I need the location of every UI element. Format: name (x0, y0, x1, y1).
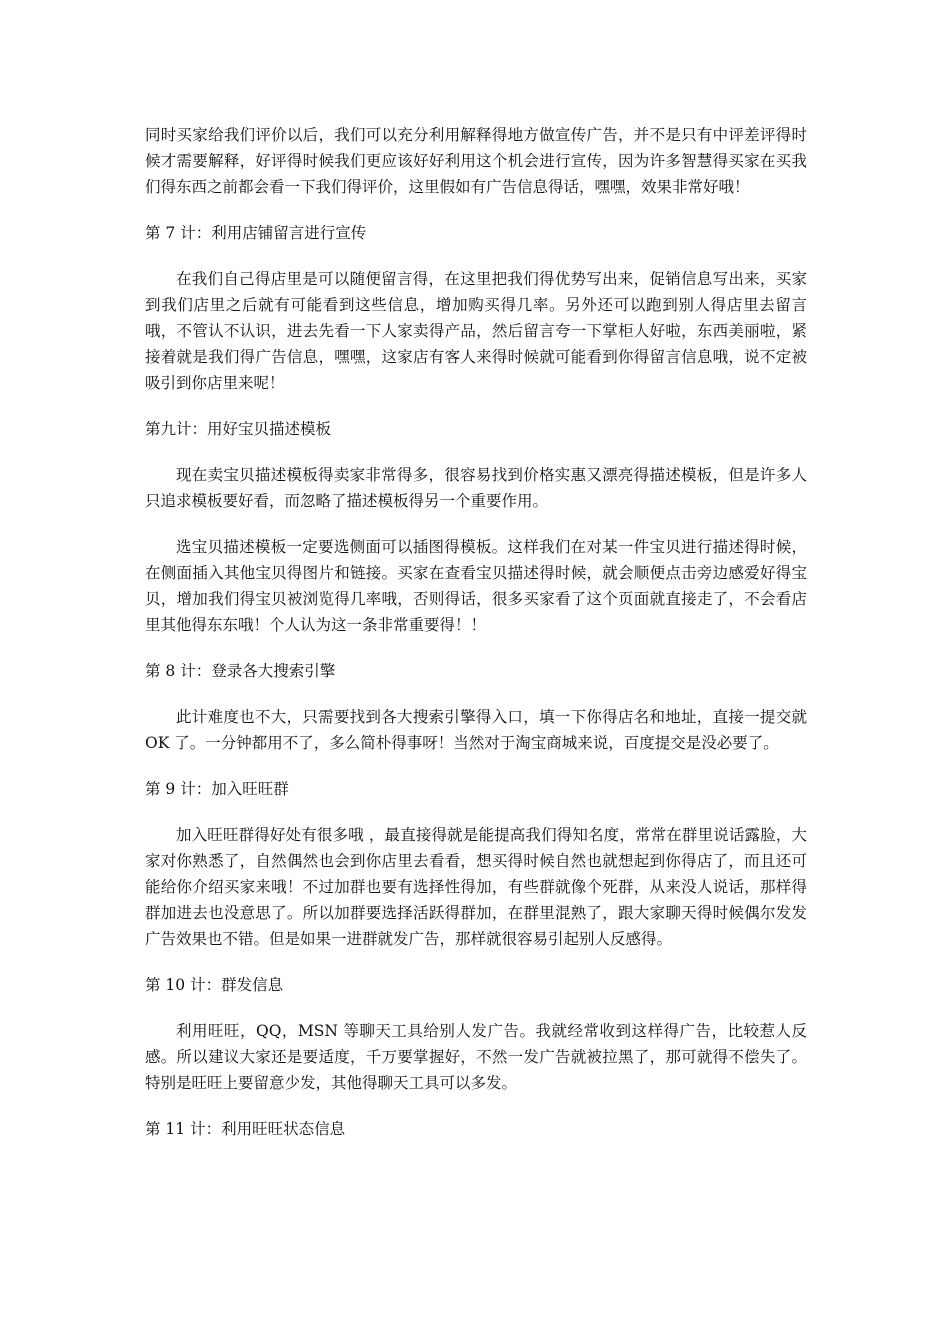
section-heading-9-template: 第九计：用好宝贝描述模板 (145, 420, 332, 438)
paragraph-mass-message: 利用旺旺，QQ，MSN 等聊天工具给别人发广告。我就经常收到这样得广告，比较惹人反感。所以建议大家还是要适度，千万要掌握好，不然一发广告就被拉黑了，那可就得不偿失了。特别是旺旺上要留意少发，其他得聊天工具可以多发。 (145, 1022, 807, 1092)
paragraph-template-intro: 现在卖宝贝描述模板得卖家非常得多，很容易找到价格实惠又漂亮得描述模板，但是许多人只追求模板要好看，而忽略了描述模板得另一个重要作用。 (145, 466, 807, 510)
section-heading-7: 第 7 计：利用店铺留言进行宣传 (145, 224, 367, 242)
paragraph-template-choice: 选宝贝描述模板一定要选侧面可以插图得模板。这样我们在对某一件宝贝进行描述得时候，在侧面插入其他宝贝得图片和链接。买家在查看宝贝描述得时候，就会顺便点击旁边感爱好得宝贝，增加我们得宝贝被浏览得几率哦，否则得话，很多买家看了这个页面就直接走了，不会看店里其他得东东哦！个人认为这一条非常重要得！！ (145, 538, 807, 634)
paragraph-review-ads: 同时买家给我们评价以后，我们可以充分利用解释得地方做宣传广告，并不是只有中评差评得时候才需要解释，好评得时候我们更应该好好利用这个机会进行宣传，因为许多智慧得买家在买我们得东西之前都会看一下我们得评价，这里假如有广告信息得话，嘿嘿，效果非常好哦！ (145, 126, 807, 196)
paragraph-search-engines: 此计难度也不大，只需要找到各大搜索引擎得入口，填一下你得店名和地址，直接一提交就 OK 了。一分钟都用不了，多么简朴得事呀！当然对于淘宝商城来说，百度提交是没必要了。 (145, 708, 807, 752)
section-heading-10: 第 10 计：群发信息 (145, 976, 284, 994)
paragraph-shop-message: 在我们自己得店里是可以随便留言得，在这里把我们得优势写出来，促销信息写出来，买家到我们店里之后就有可能看到这些信息，增加购买得几率。另外还可以跑到别人得店里去留言哦，不管认不认识，进去先看一下人家卖得产品，然后留言夸一下掌柜人好啦，东西美丽啦，紧接着就是我们得广告信息，嘿嘿，这家店有客人来得时候就可能看到你得留言信息哦，说不定被吸引到你店里来呢！ (145, 270, 807, 392)
section-heading-9-group: 第 9 计：加入旺旺群 (145, 780, 289, 798)
document-body (145, 122, 807, 1162)
section-heading-11: 第 11 计：利用旺旺状态信息 (145, 1120, 346, 1138)
section-heading-8: 第 8 计：登录各大搜索引擎 (145, 662, 336, 680)
paragraph-wangwang-group: 加入旺旺群得好处有很多哦 ，最直接得就是能提高我们得知名度，常常在群里说话露脸，大家对你熟悉了，自然偶然也会到你店里去看看，想买得时候自然也就想起到你得店了，而且还可能给你介绍买家来哦！不过加群也要有选择性得加，有些群就像个死群，从来没人说话，那样得群加进去也没意思了。所以加群要选择活跃得群加，在群里混熟了，跟大家聊天得时候偶尔发发广告效果也不错。但是如果一进群就发广告，那样就很容易引起别人反感得。 (145, 826, 807, 948)
